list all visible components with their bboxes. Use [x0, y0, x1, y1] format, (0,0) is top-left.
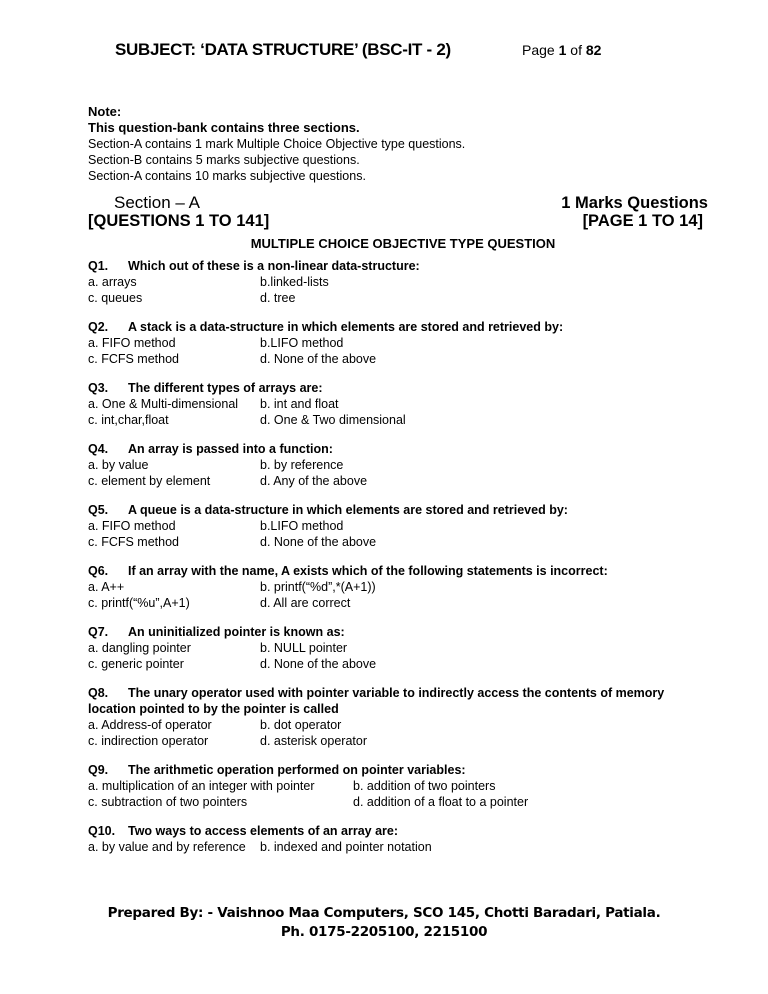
options	[88, 457, 698, 489]
option-d: d. asterisk operator	[260, 734, 367, 748]
section-name: Section – A	[114, 193, 201, 212]
options	[88, 396, 698, 428]
options	[88, 778, 698, 810]
option-c: c. int,char,float	[88, 413, 169, 427]
section-range: [QUESTIONS 1 TO 141]	[88, 212, 270, 230]
question-text	[88, 563, 698, 579]
question-stem: If an array with the name, A exists which of the following statements is incorrect:	[128, 564, 608, 578]
option-b: b. int and float	[260, 397, 339, 411]
question-text	[88, 319, 698, 335]
question-text	[88, 441, 698, 457]
question-list	[88, 258, 698, 855]
question-number: Q3.	[88, 381, 109, 395]
question-item	[88, 380, 698, 428]
question-stem: An uninitialized pointer is known as:	[128, 625, 345, 639]
option-a: a. FIFO method	[88, 519, 176, 533]
document-title: SUBJECT: ‘DATA STRUCTURE’ (BSC-IT - 2)	[115, 40, 451, 59]
note-line: Section-B contains 5 marks subjective questions.	[88, 153, 360, 167]
option-a: a. by value	[88, 458, 149, 472]
question-item	[88, 319, 698, 367]
question-number: Q7.	[88, 625, 109, 639]
question-number: Q1.	[88, 259, 109, 273]
option-d: d. Any of the above	[260, 474, 368, 488]
option-c: c. subtraction of two pointers	[88, 795, 248, 809]
note-label: Note:	[88, 104, 122, 119]
total-pages: 82	[585, 42, 602, 58]
question-item	[88, 441, 698, 489]
option-d: d. tree	[260, 291, 296, 305]
question-item	[88, 685, 698, 749]
document-body	[88, 104, 708, 868]
option-a: a. multiplication of an integer with pointer	[88, 779, 315, 793]
question-stem: Which out of these is a non-linear data-structure:	[128, 259, 420, 273]
question-item	[88, 624, 698, 672]
options	[88, 518, 698, 550]
option-b: b.LIFO method	[260, 336, 344, 350]
question-stem: The unary operator used with pointer variable to indirectly access the contents of memory location pointed to by the pointer is called	[88, 686, 665, 716]
option-b: b. printf(“%d”,*(A+1))	[260, 580, 376, 594]
page-of: of	[566, 42, 586, 58]
option-d: d. One & Two dimensional	[260, 413, 406, 427]
options	[88, 640, 698, 672]
question-text	[88, 685, 698, 717]
option-b: b.LIFO method	[260, 519, 344, 533]
page-prefix: Page	[522, 42, 559, 58]
question-text	[88, 380, 698, 396]
option-c: c. indirection operator	[88, 734, 209, 748]
option-b: b. by reference	[260, 458, 344, 472]
option-d: d. None of the above	[260, 352, 377, 366]
option-c: c. element by element	[88, 474, 211, 488]
note-line: Section-A contains 10 marks subjective questions.	[88, 169, 366, 183]
question-stem: An array is passed into a function:	[128, 442, 333, 456]
option-a: a. One & Multi-dimensional	[88, 397, 239, 411]
footer	[0, 904, 768, 942]
option-b: b. dot operator	[260, 718, 342, 732]
question-stem: Two ways to access elements of an array are:	[128, 824, 399, 838]
question-item	[88, 823, 698, 855]
question-number: Q8.	[88, 686, 109, 700]
current-page: 1	[558, 42, 567, 58]
option-d: d. None of the above	[260, 535, 377, 549]
question-text	[88, 762, 698, 778]
option-d: d. addition of a float to a pointer	[353, 795, 529, 809]
question-text	[88, 624, 698, 640]
question-item	[88, 563, 698, 611]
option-b: b. addition of two pointers	[353, 779, 496, 793]
question-stem: A queue is a data-structure in which elements are stored and retrieved by:	[128, 503, 568, 517]
section-marks: 1 Marks Questions	[561, 194, 708, 212]
section-pages: [PAGE 1 TO 14]	[582, 212, 703, 230]
page-number	[522, 42, 601, 58]
question-item	[88, 762, 698, 810]
question-number: Q6.	[88, 564, 109, 578]
option-a: a. FIFO method	[88, 336, 176, 350]
option-c: c. FCFS method	[88, 535, 179, 549]
question-stem: The different types of arrays are:	[128, 381, 323, 395]
question-text	[88, 258, 698, 274]
question-number: Q10.	[88, 824, 116, 838]
options	[88, 579, 698, 611]
option-c: c. generic pointer	[88, 657, 184, 671]
question-stem: The arithmetic operation performed on pointer variables:	[128, 763, 466, 777]
option-a: a. A++	[88, 580, 125, 594]
question-text	[88, 823, 698, 839]
option-a: a. by value and by reference	[88, 840, 246, 854]
question-number: Q4.	[88, 442, 109, 456]
question-stem: A stack is a data-structure in which elements are stored and retrieved by:	[128, 320, 564, 334]
question-text	[88, 502, 698, 518]
options	[88, 839, 698, 855]
note-intro: This question-bank contains three sections.	[88, 120, 360, 135]
question-number: Q9.	[88, 763, 109, 777]
question-type-heading: MULTIPLE CHOICE OBJECTIVE TYPE QUESTION	[250, 236, 556, 251]
footer-phone: Ph. 0175-2205100, 2215100	[280, 924, 488, 940]
question-item	[88, 258, 698, 306]
question-item	[88, 502, 698, 550]
option-a: a. Address-of operator	[88, 718, 212, 732]
section-heading	[88, 193, 708, 232]
question-number: Q5.	[88, 503, 109, 517]
option-b: b. NULL pointer	[260, 641, 348, 655]
options	[88, 274, 698, 306]
option-d: d. All are correct	[260, 596, 351, 610]
option-b: b.linked-lists	[260, 275, 329, 289]
option-b: b. indexed and pointer notation	[260, 840, 432, 854]
options	[88, 717, 698, 749]
question-number: Q2.	[88, 320, 109, 334]
option-a: a. dangling pointer	[88, 641, 191, 655]
footer-address: Prepared By: - Vaishnoo Maa Computers, SCO 145, Chotti Baradari, Patiala.	[107, 905, 661, 921]
note	[88, 104, 698, 184]
option-c: c. printf(“%u”,A+1)	[88, 596, 190, 610]
options	[88, 335, 698, 367]
note-line: Section-A contains 1 mark Multiple Choice Objective type questions.	[88, 137, 466, 151]
page-header	[115, 40, 705, 60]
option-c: c. FCFS method	[88, 352, 179, 366]
option-c: c. queues	[88, 291, 143, 305]
option-a: a. arrays	[88, 275, 137, 289]
option-d: d. None of the above	[260, 657, 377, 671]
